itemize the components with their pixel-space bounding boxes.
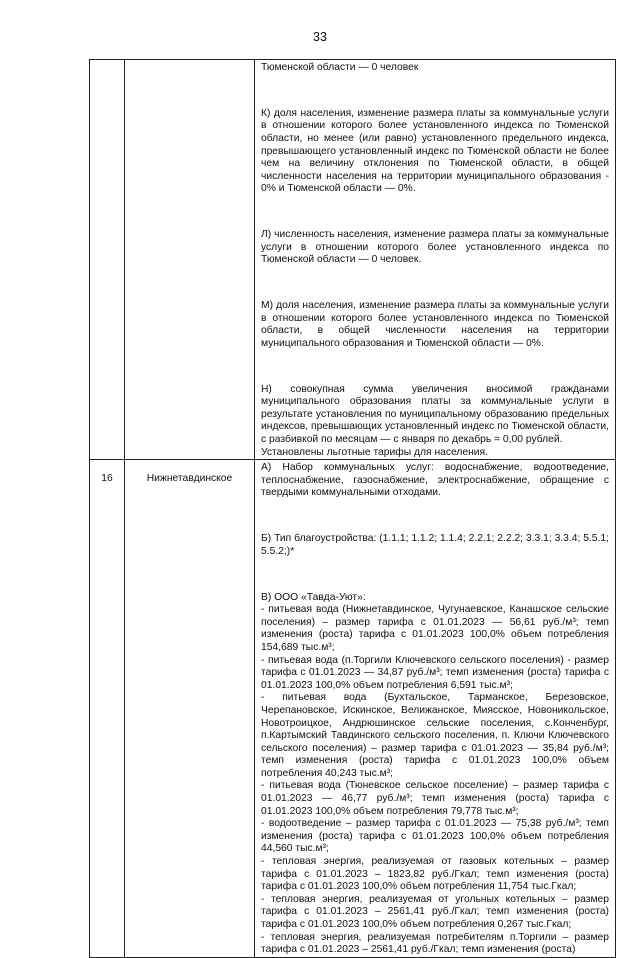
paragraph-gap	[261, 361, 609, 374]
table-row	[90, 60, 616, 460]
content-paragraph: К) доля населения, изменение размера платы за коммунальные услуги в отношении которого более установленного индекса по Тюменской области, но менее (или равно) установленного предельного индекса, превышающего установленный индекс по Тюменской области не более чем на величину отклонения по Тюменской области, в общей численности населения на территории муниципального образования - 0% и Тюменской области — 0%.	[261, 107, 609, 195]
row-number-cell: 16	[90, 460, 125, 958]
municipality-name-cell: Нижнетавдинское	[125, 460, 255, 958]
page-number: 33	[313, 30, 327, 44]
paragraph-gap	[261, 277, 609, 290]
paragraph-gap	[261, 510, 609, 523]
row-number-cell	[90, 60, 125, 460]
content-paragraph: Б) Тип благоустройства: (1.1.1; 1.1.2; 1.1.4; 2.2.1; 2.2.2; 3.3.1; 3.3.4; 5.5.1; 5.5.2;)*	[261, 533, 609, 557]
content-paragraph: - питьевая вода (Бухтальское, Тарманское, Березовское, Черепановское, Искинское, Велижанское, Миясское, Новоникольское, Новотроицкое, Андрюшинское сельские поселения, с.Конченбург, п.Картымский Тавдинского сельского поселения, п. Ключи Ключевского сельского поселения) – размер тарифа с 01.01.2023 — 35,84 руб./м³; темп изменения (роста) тарифа с 01.01.2023 100,0% объем потребления 40,243 тыс.м³;	[261, 692, 609, 779]
content-paragraph: - тепловая энергия, реализуемая потребителям п.Торгили – размер тарифа с 01.01.2023 – 2561,41 руб./Гкал; темп изменения (роста)	[261, 931, 609, 956]
content-paragraph: - питьевая вода (Тюневское сельское поселение) – размер тарифа с 01.01.2023 — 46,77 руб./м³; темп изменения (роста) тарифа с 01.01.2023 100,0% объем потребления 79,778 тыс.м³;	[261, 780, 609, 817]
paragraph-gap	[261, 569, 609, 582]
row-content	[255, 60, 615, 459]
content-paragraph: М) доля населения, изменение размера платы за коммунальные услуги в отношении которого более установленного индекса по Тюменской области, в общей численности населения на территории муниципального образования и Тюменской области — 0%.	[261, 300, 609, 349]
tariff-table	[89, 59, 616, 958]
content-paragraph: - водоотведение – размер тарифа с 01.01.2023 — 75,38 руб./м³; темп изменения (роста) тарифа с 01.01.2023 100,0% объем потребления 44,560 тыс.м³;	[261, 818, 609, 855]
content-paragraph: Тюменской области — 0 человек	[261, 62, 419, 73]
content-paragraph: Установлены льготные тарифы для населения.	[261, 446, 488, 458]
row-content-cell	[255, 460, 616, 958]
row-content-cell	[255, 60, 616, 460]
content-paragraph: А) Набор коммунальных услуг: водоснабжение, водоотведение, теплоснабжение, газоснабжение, электроснабжение, обращение с твердыми коммунальными отходами.	[261, 462, 609, 499]
municipality-name-cell	[125, 60, 255, 460]
content-paragraph: - тепловая энергия, реализуемая от угольных котельных – размер тарифа с 01.01.2023 – 2561,41 руб./Гкал; темп изменения (роста) тарифа с 01.01.2023 100,0% объем потребления 0,267 тыс.Гкал;	[261, 893, 609, 930]
content-paragraph: - питьевая вода (Нижнетавдинское, Чугунаевское, Канашское сельские поселения) – размер тарифа с 01.01.2023 — 56,61 руб./м³; темп изменения (роста) тарифа с 01.01.2023 100,0% объем потребления 154,689 тыс.м³;	[261, 604, 609, 653]
content-paragraph: - тепловая энергия, реализуемая от газовых котельных – размер тарифа с 01.01.2023 – 1823,82 руб./Гкал; темп изменения (роста) тарифа с 01.01.2023 100,0% объем потребления 11,754 тыс.Гкал;	[261, 856, 609, 893]
content-paragraph: - питьевая вода (п.Торгили Ключевского сельского поселения) - размер тарифа с 01.01.2023 — 34,87 руб./м³; темп изменения (роста) тарифа с 01.01.2023 100,0% объем потребления 6,591 тыс.м³;	[261, 654, 609, 691]
content-paragraph: Н) совокупная сумма увеличения вносимой гражданами муниципального образования платы за коммунальные услуги в результате установления по муниципальному образованию предельных индексов, превышающих установленный индекс по Тюменской области, с разбивкой по месяцам — с января по декабрь = 0,00 рублей.	[261, 383, 609, 446]
row-content	[255, 460, 615, 957]
content-paragraph: В) ООО «Тавда-Уют»:	[261, 591, 366, 603]
content-paragraph: Л) численность населения, изменение размера платы за коммунальные услуги в отношении которого более установленного индекса по Тюменской области — 0 человек.	[261, 229, 609, 266]
paragraph-gap	[261, 206, 609, 219]
table-row	[90, 460, 616, 958]
paragraph-gap	[261, 85, 609, 98]
